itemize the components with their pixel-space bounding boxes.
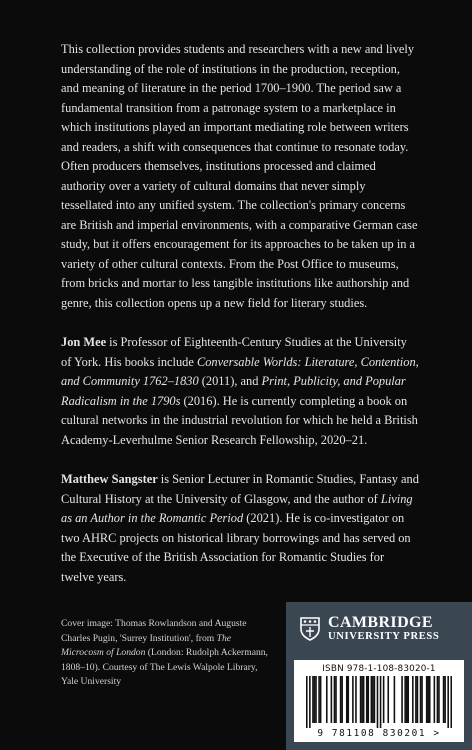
- bio-text: is Senior Lecturer in Romantic Studies, Fantasy and Cultural History at the University of Glasgow, and the author of: [61, 472, 419, 506]
- barcode-bar: [421, 676, 423, 723]
- barcode-bar: [426, 676, 428, 723]
- barcode-bar: [320, 676, 322, 723]
- credit-text: (London: Rudolph Ackermann, 1808–10). Courtesy of The Lewis Walpole Library, Yale University: [61, 647, 268, 688]
- isbn-label: ISBN 978-1-108-83020-1: [322, 664, 436, 674]
- barcode-bar: [341, 676, 343, 723]
- barcode-bar: [438, 676, 440, 723]
- barcode-bar: [366, 676, 368, 723]
- barcode-bar: [306, 676, 308, 728]
- barcode-bar: [331, 676, 333, 723]
- book-title: Living as an Author in the Romantic Period: [61, 491, 413, 525]
- barcode-bar: [450, 676, 452, 728]
- barcode-bar: [404, 676, 406, 723]
- barcode-bar: [309, 676, 311, 728]
- barcode-bar: [363, 676, 365, 723]
- barcode-bar: [417, 676, 419, 723]
- barcode-bar: [318, 676, 320, 723]
- barcode-bar: [361, 676, 363, 723]
- barcode-block: [294, 660, 464, 742]
- barcode-bar: [346, 676, 348, 723]
- barcode-bar: [394, 676, 396, 723]
- editor-bio-sangster: [61, 470, 419, 587]
- barcode-bar: [312, 676, 314, 723]
- editor-bio-mee: [61, 333, 419, 450]
- barcode-bar: [380, 676, 382, 728]
- cambridge-crest-icon: [300, 617, 320, 641]
- bio-text: is Professor of Eighteenth-Century Studies at the University of York. His books include: [61, 335, 407, 369]
- barcode-bar: [352, 676, 354, 723]
- book-description: This collection provides students and researchers with a new and lively understanding of the role of institutions in the production, reception, and meaning of literature in the period 1700–1900. The period saw a fundamental transition from a patronage system to a marketplace in which institutions played an important mediating role between writers and readers, a shift with consequences that continue to resonate today. Often producers themselves, institutions processed and claimed authority over a variety of cultural domains that never simply tessellated into any unified system. The collection's primary concerns are British and imperial environments, with a comparative German case study, but it offers encouragement for its approaches to be taken up in a variety of other cultural contexts. From the Post Office to museums, from bricks and mortar to less tangible institutions like authorship and genre, this collection opens up a new field for literary studies.: [61, 42, 418, 310]
- barcode-bar: [429, 676, 431, 723]
- book-title: Print, Publicity, and Popular Radicalism in the 1790s: [61, 374, 406, 408]
- bio-text: (2011), and: [198, 374, 262, 388]
- barcode-bar: [360, 676, 362, 723]
- book-title: Conversable Worlds: Literature, Contention, and Community 1762–1830: [61, 354, 419, 388]
- bio-text: (2021). He is co-investigator on two AHRC projects on historical library borrowings and has served on the Executive of the British Association for Romantic Studies for twelve years.: [61, 511, 411, 584]
- barcode-bar: [377, 676, 379, 728]
- barcode-bar: [434, 676, 436, 723]
- publisher-logo: [300, 614, 439, 643]
- barcode-bar: [355, 676, 357, 723]
- barcode-bar: [340, 676, 342, 723]
- ean-13-barcode: [306, 676, 452, 728]
- barcode-bar: [371, 676, 373, 723]
- editor-name: Matthew Sangster: [61, 472, 158, 486]
- barcode-bar: [326, 676, 328, 723]
- publisher-subname: UNIVERSITY PRESS: [328, 631, 440, 642]
- barcode-bar: [443, 676, 445, 723]
- barcode-bar: [347, 676, 349, 723]
- barcode-bar: [437, 676, 439, 723]
- barcode-bar: [401, 676, 403, 723]
- barcode-bar: [407, 676, 409, 723]
- barcode-bar: [387, 676, 389, 723]
- cover-image-credit: [61, 617, 271, 690]
- barcode-bar: [412, 676, 414, 723]
- barcode-bar: [315, 676, 317, 723]
- credit-text: Cover image: Thomas Rowlandson and Auguste Charles Pugin, 'Surrey Institution', from: [61, 618, 247, 644]
- barcode-bar: [420, 676, 422, 723]
- barcode-bar: [367, 676, 369, 723]
- credit-source-title: The Microcosm of London: [61, 632, 232, 659]
- barcode-bar: [335, 676, 337, 723]
- bio-text: (2016). He is currently completing a book on cultural networks in the industrial revolution for which he held a British Academy-Leverhulme Senior Research Fellowship, 2020–21.: [61, 393, 418, 447]
- barcode-bar: [427, 676, 429, 723]
- barcode-bar: [447, 676, 449, 728]
- barcode-digits: 9 781108 830201 >: [317, 728, 441, 739]
- barcode-bar: [406, 676, 408, 723]
- publisher-panel: [286, 602, 472, 750]
- barcode-bar: [334, 676, 336, 723]
- publisher-name: CAMBRIDGE: [328, 614, 433, 631]
- editor-name: Jon Mee: [61, 335, 107, 349]
- barcode-bar: [314, 676, 316, 723]
- barcode-bar: [444, 676, 446, 723]
- barcode-bar: [374, 676, 376, 723]
- barcode-bar: [372, 676, 374, 723]
- barcode-bar: [415, 676, 417, 723]
- barcode-bar: [383, 676, 385, 723]
